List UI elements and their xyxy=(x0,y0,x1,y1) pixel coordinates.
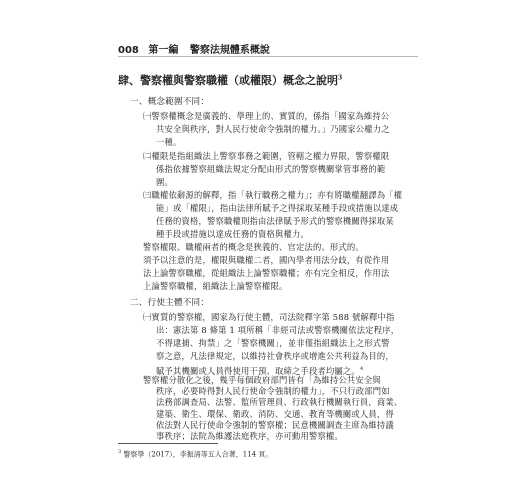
body-line: 警察權限、職權兩者的概念是狹義的、官定法的、形式的。 xyxy=(143,242,364,252)
footnote-ref: 3 xyxy=(338,74,343,82)
footnote-text: 警察學（2017），李振清等五人合著，114 頁。 xyxy=(123,450,273,459)
footnote-mark: 3 xyxy=(118,449,122,455)
section-title xyxy=(118,72,342,88)
body-line: 警察權分散化之後，幾乎每個政府部門皆有「為維持公共安全與 xyxy=(143,375,381,385)
body-line: 須予以注意的是，權限與職權二者，國內學者用法分歧，有從作用 xyxy=(143,255,390,265)
page-number: 008 xyxy=(118,45,139,56)
part-label: 第一編 xyxy=(148,45,179,56)
running-header xyxy=(118,41,270,56)
body-line: ㈠警察權概念是廣義的、學理上的、實質的，係指「國家為維持公 xyxy=(143,111,390,121)
body-line: 一種。 xyxy=(156,137,182,147)
body-line: 共安全與秩序，對人民行使命令強制的權力。」乃國家公權力之 xyxy=(156,124,390,134)
body-line: 係指依據警察組織法規定分配由形式的警察機關掌管事務的範 xyxy=(156,164,386,174)
body-line: 任務的資格，警察職權則指由法律賦予形式的警察機關得採取某 xyxy=(156,216,394,226)
body-line: 建築、衛生、環保、衛政、消防、交通、教育等機關或人員，得 xyxy=(156,408,394,419)
body-line: 圍。 xyxy=(156,177,173,187)
body-line: 不得逮捕、拘禁」之「警察機關」，並非僅指組織法上之形式警 xyxy=(156,338,390,348)
body-line: ㈢職權依辭源的解釋，指「執行職務之權力」；亦有將職權翻譯為「權 xyxy=(143,190,403,200)
running-title: 警察法規體系概說 xyxy=(189,45,270,56)
footnote-rule xyxy=(118,443,218,444)
body-line: 依法對人民行使命令強制的警察權；民意機關調查主席為維持議 xyxy=(156,419,394,430)
body-line: 法務部調查局、法警、監所管理員、行政執行機關執行員，商業、 xyxy=(156,397,403,408)
body-line: 上論警察職權，組織法上論警察權限。 xyxy=(143,281,288,291)
body-line: 能」或「權限」，指由法律所賦予之得採取某種手段或措施以達成 xyxy=(156,203,399,213)
heading-subject: 二、行使主體不同： xyxy=(130,298,210,308)
section-title-text: 肆、警察權與警察職權（或權限）概念之說明 xyxy=(118,74,338,87)
body-line: 出：憲法第 8 條第 1 項所稱「非經司法或警察機關依法定程序， xyxy=(156,325,400,335)
body-line: 秩序，必要時得對人民行使命令強制的權力」，不只行政部門如 xyxy=(156,386,390,397)
body-line: 察之意，凡法律規定，以維持社會秩序或增進公共利益為目的， xyxy=(156,351,394,361)
heading-scope: 一、概念範圍不同： xyxy=(130,97,210,107)
header-rule xyxy=(118,56,418,57)
body-line: ㈡權限是指組織法上警察事務之範圍，管轄之權力界限，警察權限 xyxy=(143,151,390,161)
footnote-ref: 4 xyxy=(359,366,364,372)
body-line: 種手段或措施以達成任務的資格與權力。 xyxy=(156,229,309,239)
body-line: 事秩序；法院為維護法庭秩序，亦可動用警察權。 xyxy=(156,431,343,441)
body-line: ㈠實質的警察權，國家為行使主體，司法院釋字第 588 號解釋中指 xyxy=(143,312,395,322)
footnote xyxy=(118,449,272,459)
body-line: 法上論警察職權，從組織法上論警察職權；亦有完全相反，作用法 xyxy=(143,268,390,278)
body-line-text: 賦予其機關或人員得使用干預、取締之手段者均屬之。 xyxy=(156,365,360,376)
